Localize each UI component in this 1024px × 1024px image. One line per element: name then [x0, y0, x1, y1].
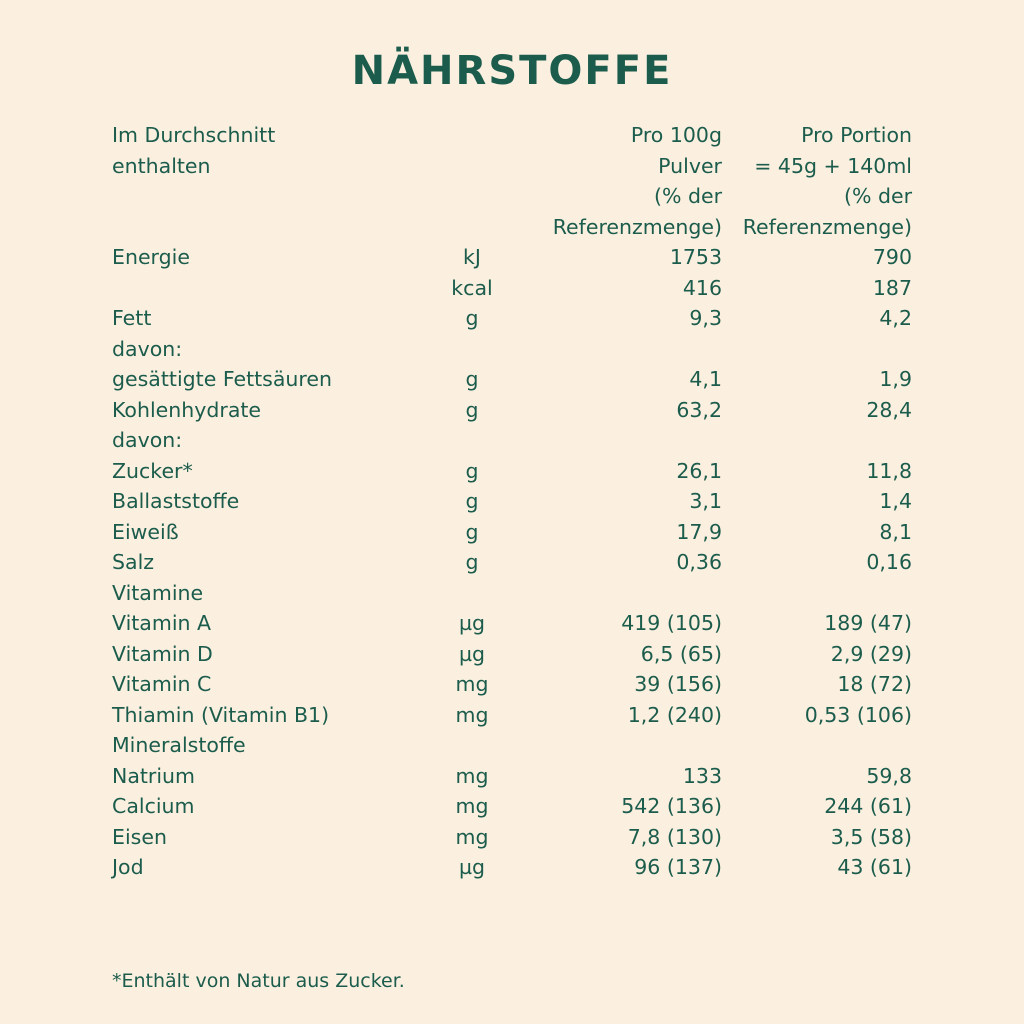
table-row [112, 547, 912, 578]
row-value-per-100g: 416 [682, 275, 722, 300]
row-unit: g [465, 489, 479, 513]
header-label-line-2: enthalten [112, 153, 211, 178]
row-value-per-100g: 4,1 [689, 367, 722, 391]
table-row [112, 730, 912, 761]
row-unit: g [465, 519, 479, 544]
table-row [112, 425, 912, 456]
row-value-per-portion: 187 [872, 275, 912, 300]
row-value-per-100g [532, 730, 722, 761]
header-perportion-line-1: Pro Portion [801, 123, 912, 147]
row-unit: kJ [463, 245, 481, 269]
row-unit: mg [455, 702, 489, 727]
row-label: Thiamin (Vitamin B1) [112, 702, 330, 727]
row-value-per-portion [722, 334, 912, 365]
row-value-per-portion [722, 730, 912, 761]
row-value-per-portion: 0,53 (106) [804, 702, 912, 727]
row-value-per-portion: 790 [872, 245, 912, 269]
header-perportion-line-4: Referenzmenge) [742, 214, 912, 239]
table-row [112, 791, 912, 822]
header-perportion-line-2: = 45g + 140ml [754, 153, 912, 178]
header-per100g-line-1: Pro 100g [630, 123, 722, 147]
row-value-per-portion [722, 578, 912, 609]
row-value-per-100g: 7,8 (130) [627, 824, 722, 849]
row-unit: g [465, 458, 479, 483]
row-label: Vitamin D [112, 641, 213, 666]
table-row [112, 364, 912, 395]
header-per100g-col [532, 120, 722, 242]
row-value-per-portion: 1,9 [879, 367, 912, 391]
row-label: Ballaststoffe [112, 489, 240, 513]
nutrition-table [112, 120, 912, 883]
header-perportion-col [722, 120, 912, 242]
table-row [112, 822, 912, 853]
table-row [112, 395, 912, 426]
row-value-per-100g: 17,9 [676, 519, 722, 544]
header-per100g-line-4: Referenzmenge) [552, 214, 722, 239]
table-row [112, 700, 912, 731]
row-value-per-100g [532, 334, 722, 365]
header-per100g-line-3: (% der [653, 184, 722, 208]
row-label: Kohlenhydrate [112, 397, 262, 422]
table-body [112, 242, 912, 883]
row-label: Vitamine [112, 580, 204, 605]
row-label: davon: [112, 428, 183, 452]
row-unit: mg [455, 824, 489, 849]
row-unit: g [465, 550, 479, 574]
table-row [112, 578, 912, 609]
row-value-per-portion: 4,2 [879, 306, 912, 330]
row-value-per-100g: 39 (156) [634, 672, 722, 696]
row-value-per-100g: 6,5 (65) [640, 641, 722, 666]
page-title: NÄHRSTOFFE [351, 48, 673, 94]
row-value-per-100g [532, 425, 722, 456]
footnote: *Enthält von Natur aus Zucker. [112, 970, 405, 992]
row-value-per-100g [532, 578, 722, 609]
row-label: Vitamin A [112, 611, 212, 635]
table-row [112, 639, 912, 670]
row-label: Jod [112, 855, 144, 879]
table-row [112, 303, 912, 334]
row-label: Fett [112, 306, 152, 330]
row-value-per-portion: 18 (72) [837, 672, 912, 696]
row-unit [412, 730, 532, 761]
row-unit: kcal [451, 275, 493, 300]
row-value-per-100g: 542 (136) [621, 794, 722, 818]
table-row [112, 669, 912, 700]
header-label-col [112, 120, 412, 242]
header-label-line-1: Im Durchschnitt [112, 123, 276, 147]
header-perportion-line-3: (% der [843, 184, 912, 208]
table-row [112, 334, 912, 365]
row-unit: mg [455, 763, 489, 788]
row-value-per-100g: 0,36 [676, 550, 722, 574]
row-unit: µg [458, 611, 486, 635]
table-row [112, 273, 912, 304]
row-value-per-portion [722, 425, 912, 456]
row-label: Vitamin C [112, 672, 212, 696]
row-unit [412, 578, 532, 609]
row-label: Eiweiß [112, 519, 179, 544]
row-value-per-100g: 26,1 [676, 458, 722, 483]
table-row [112, 852, 912, 883]
row-unit: g [465, 367, 479, 391]
row-label: Natrium [112, 763, 196, 788]
row-label: Zucker* [112, 458, 193, 483]
row-value-per-100g: 3,1 [689, 489, 722, 513]
row-unit: µg [458, 855, 486, 879]
row-value-per-portion: 28,4 [866, 397, 912, 422]
row-value-per-portion: 189 (47) [824, 611, 912, 635]
row-value-per-portion: 59,8 [866, 763, 912, 788]
row-value-per-100g: 9,3 [689, 306, 722, 330]
row-value-per-portion: 11,8 [866, 458, 912, 483]
table-row [112, 456, 912, 487]
table-row [112, 761, 912, 792]
header-per100g-line-2: Pulver [658, 153, 722, 178]
table-row [112, 517, 912, 548]
row-unit: g [465, 397, 479, 422]
row-label: Eisen [112, 824, 167, 849]
row-unit: mg [455, 672, 489, 696]
row-value-per-portion: 244 (61) [824, 794, 912, 818]
row-value-per-portion: 2,9 (29) [830, 641, 912, 666]
row-value-per-portion: 0,16 [866, 550, 912, 574]
row-label: Calcium [112, 794, 195, 818]
row-label: Mineralstoffe [112, 733, 246, 757]
row-value-per-portion: 43 (61) [837, 855, 912, 879]
row-label: davon: [112, 336, 183, 361]
table-row [112, 242, 912, 273]
row-value-per-portion: 1,4 [879, 489, 912, 513]
row-unit [412, 425, 532, 456]
header-unit-col [412, 120, 532, 242]
row-label: Salz [112, 550, 155, 574]
table-row [112, 608, 912, 639]
row-value-per-portion: 8,1 [879, 519, 912, 544]
row-label: Energie [112, 245, 190, 269]
row-unit: µg [458, 641, 486, 666]
row-label: gesättigte Fettsäuren [112, 367, 332, 391]
table-header-group [112, 120, 912, 242]
row-unit: mg [455, 794, 489, 818]
row-unit: g [465, 306, 479, 330]
row-value-per-100g: 419 (105) [621, 611, 722, 635]
row-value-per-100g: 1753 [669, 245, 722, 269]
row-label [112, 273, 412, 304]
row-value-per-100g: 1,2 (240) [627, 702, 722, 727]
row-value-per-portion: 3,5 (58) [830, 824, 912, 849]
row-value-per-100g: 96 (137) [634, 855, 722, 879]
table-header-row [112, 120, 912, 242]
row-unit [412, 334, 532, 365]
row-value-per-100g: 133 [682, 763, 722, 788]
table-row [112, 486, 912, 517]
row-value-per-100g: 63,2 [676, 397, 722, 422]
